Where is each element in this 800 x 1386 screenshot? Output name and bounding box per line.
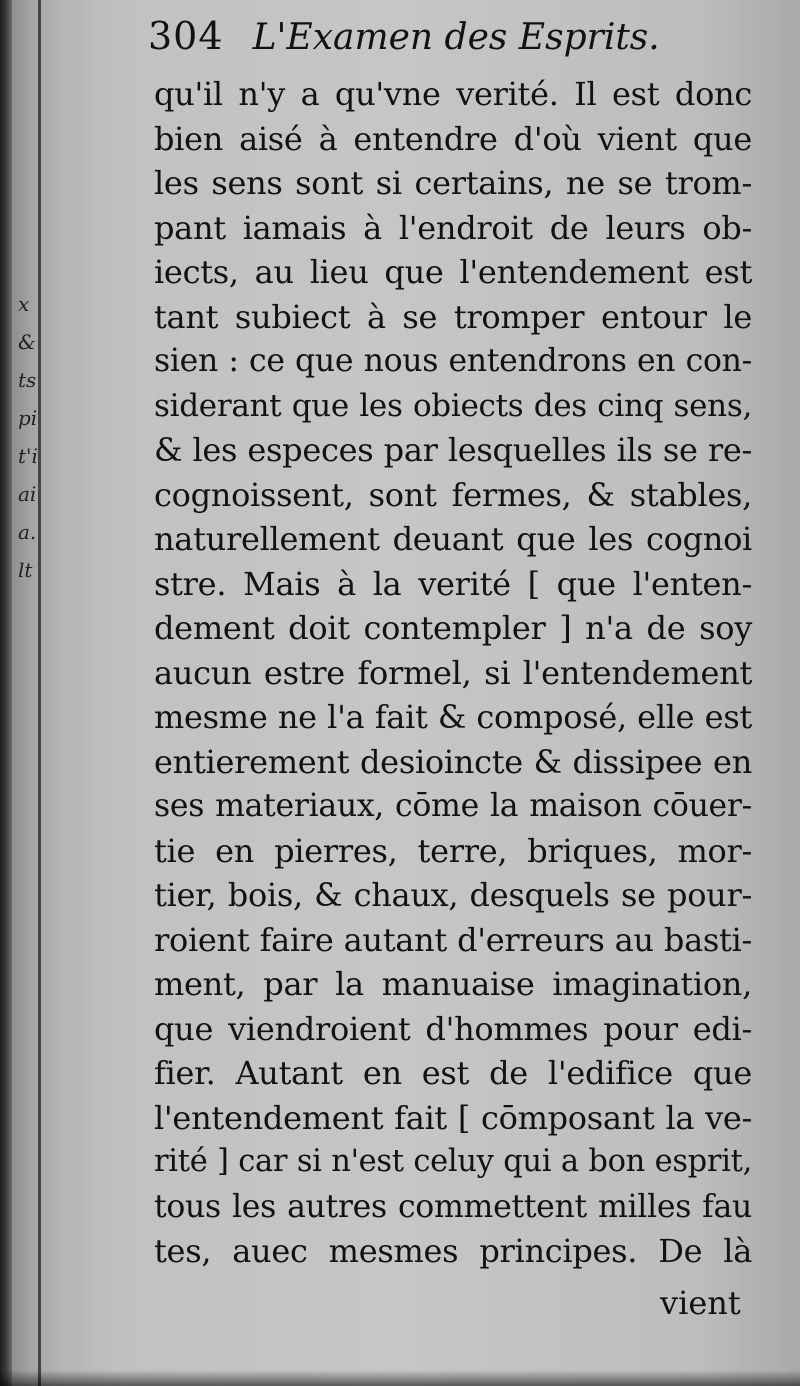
text-line: qu'il n'y a qu'vne verité. Il est donc [154, 75, 752, 113]
text-line: aucun estre formel, si l'entendement [154, 653, 752, 692]
margin-note: ts [18, 368, 37, 392]
margin-note: ai [18, 482, 37, 506]
text-line: ses materiaux, cōme la maison cōuer- [154, 788, 752, 824]
page-header [148, 14, 768, 72]
gutter-line [38, 0, 41, 1386]
catchword: vient [660, 1284, 741, 1322]
margin-notes [18, 285, 40, 589]
text-line: bien aisé à entendre d'où vient que [154, 119, 752, 158]
text-line: tier, bois, & chaux, desquels se pour- [154, 876, 752, 914]
text-line: cognoissent, sont fermes, & stables, [154, 475, 752, 514]
text-line: naturellement deuant que les cognoi [154, 520, 752, 558]
text-line: tous les autres commettent milles fau [154, 1188, 752, 1225]
text-line: tes, auec mesmes principes. De là [154, 1232, 752, 1270]
text-line: entierement desioincte & dissipee en [154, 742, 752, 781]
text-line: tie en pierres, terre, briques, mor- [154, 831, 752, 870]
body-text [154, 72, 752, 1274]
text-line: roient faire autant d'erreurs au basti- [154, 920, 752, 959]
text-line: rité ] car si n'est celuy qui a bon esprit, [154, 1144, 752, 1179]
text-line: siderant que les obiects des cinq sens, [154, 387, 752, 424]
margin-note: t'i [18, 444, 38, 468]
text-line: mesme ne l'a fait & composé, elle est [154, 698, 752, 736]
running-title: L'Examen des Esprits. [252, 17, 660, 58]
text-line: l'entendement fait [ cōmposant la ve- [154, 1098, 752, 1137]
text-line: que viendroient d'hommes pour edi- [154, 1009, 752, 1048]
text-line: fier. Autant en est de l'edifice que [154, 1054, 752, 1092]
page-number: 304 [148, 14, 224, 58]
text-line: ment, par la manuaise imagination, [154, 965, 752, 1003]
text-line: iects, au lieu que l'entendement est [154, 253, 752, 291]
text-line: stre. Mais à la verité [ que l'enten- [154, 564, 752, 603]
margin-note: x [18, 292, 30, 316]
margin-note: a. [18, 520, 37, 544]
bottom-shadow [0, 1370, 800, 1386]
margin-note: lt [18, 558, 33, 582]
text-line: pant iamais à l'endroit de leurs ob- [154, 208, 752, 247]
text-line: sien : ce que nous entendrons en con- [154, 343, 752, 379]
margin-note: & [18, 330, 36, 354]
text-line: & les especes par lesquelles ils se re- [154, 431, 752, 469]
text-line: tant subiect à se tromper entour le [154, 297, 752, 336]
margin-note: pi [18, 406, 38, 430]
text-line: dement doit contempler ] n'a de soy [154, 609, 752, 647]
text-line: les sens sont si certains, ne se trom- [154, 164, 752, 202]
gutter-shadow [0, 0, 12, 1386]
